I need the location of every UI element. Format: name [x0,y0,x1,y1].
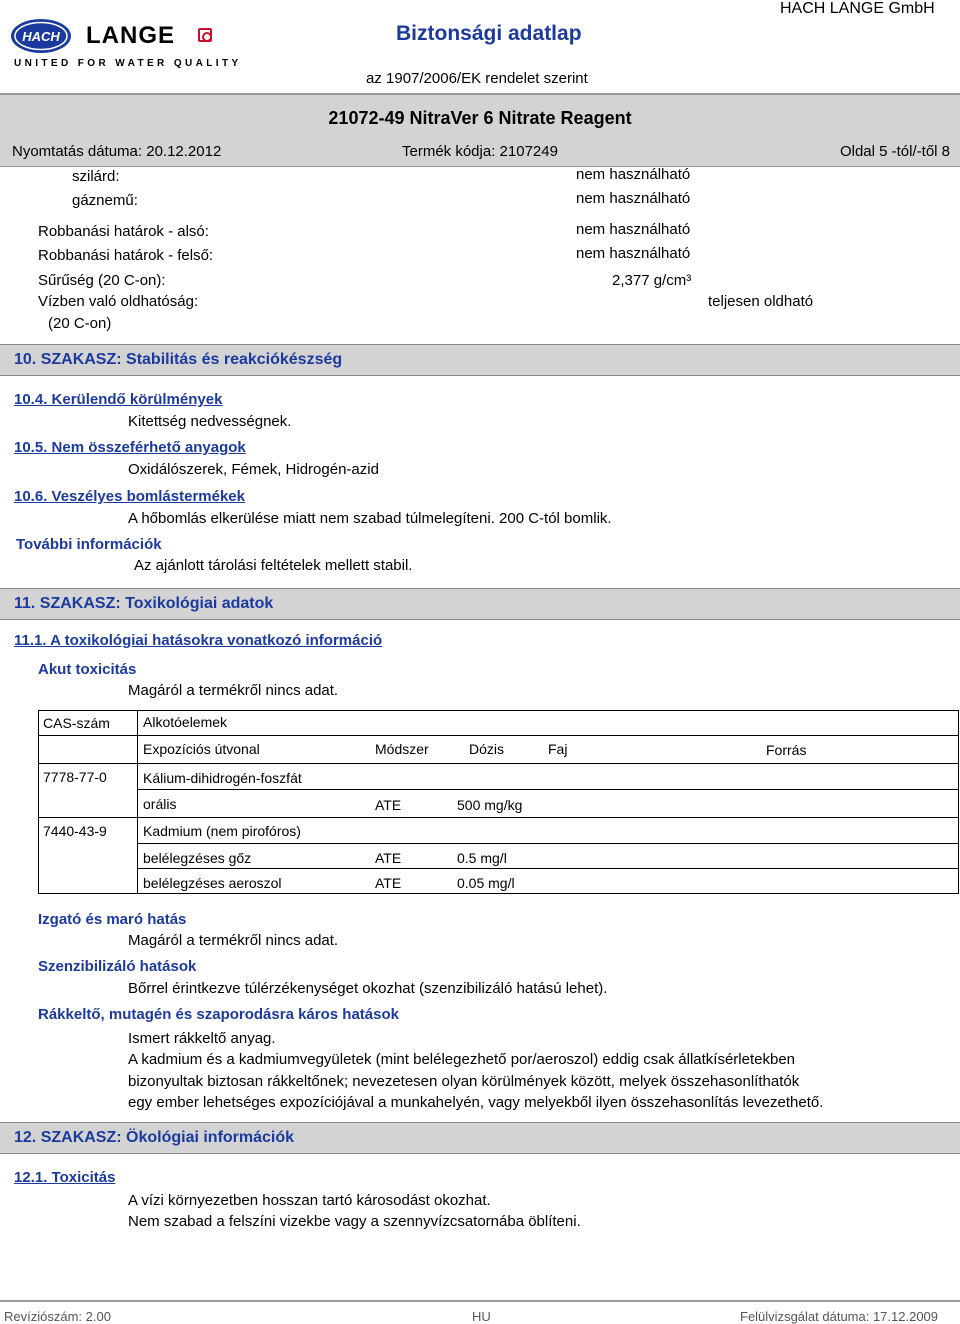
table-cell-cas: 7440-43-9 [43,823,107,839]
subsection-10-6-title: 10.6. Veszélyes bomlástermékek [14,488,245,505]
property-value: 2,377 g/cm³ [612,272,692,289]
table-header-method: Módszer [375,741,429,757]
property-label: Sűrűség (20 C-on): [38,272,166,289]
table-divider [137,868,958,869]
table-divider [39,817,958,818]
property-value: nem használható [576,245,691,262]
product-code: Termék kódja: 2107249 [402,143,558,160]
irritant-title: Izgató és maró hatás [38,911,187,928]
document-title: Biztonsági adatlap [396,22,582,45]
table-divider [39,763,958,764]
subsection-10-4-title: 10.4. Kerülendő körülmények [14,391,223,408]
cmr-text: Ismert rákkeltő anyag. [128,1030,276,1047]
review-date: Felülvizsgálat dátuma: 17.12.2009 [740,1309,939,1324]
table-cell-dose: 0.05 mg/l [457,875,515,891]
table-divider [39,735,958,736]
hach-logo-icon [10,18,72,54]
acute-toxicity-title: Akut toxicitás [38,661,137,678]
subsection-10-5-text: Oxidálószerek, Fémek, Hidrogén-azid [128,461,379,478]
table-header-dose: Dózis [469,741,505,757]
subsection-10-6-text: A hőbomlás elkerülése miatt nem szabad túlmelegíteni. 200 C-tól bomlik. [128,510,612,527]
table-cell-method: ATE [375,797,402,813]
table-header-source: Forrás [766,742,807,758]
toxicity-table [38,710,959,894]
toxicity-text: A vízi környezetben hosszan tartó károsodást okozhat. [128,1192,491,1209]
property-label: (20 C-on) [48,315,112,332]
table-header-components: Alkotóelemek [143,714,228,730]
table-cell-route: orális [143,796,177,812]
table-divider [137,789,958,790]
brand-tagline: UNITED FOR WATER QUALITY [14,58,242,69]
language-code: HU [472,1309,491,1324]
table-header-cas: CAS-szám [43,715,110,731]
more-info-title: További információk [16,536,162,553]
property-value: nem használható [576,221,691,238]
toxicity-text: Nem szabad a felszíni vizekbe vagy a szennyvízcsatornába öblíteni. [128,1213,581,1230]
cmr-title: Rákkeltő, mutagén és szaporodásra káros hatások [38,1006,399,1023]
revision-number: Revíziószám: 2.00 [4,1309,111,1324]
table-cell-route: belélegzéses aeroszol [143,875,282,891]
subsection-10-4-text: Kitettség nedvességnek. [128,413,292,430]
property-label: Vízben való oldhatóság: [38,293,199,310]
footer-divider [0,1300,960,1302]
more-info-text: Az ajánlott tárolási feltételek mellett stabil. [134,557,413,574]
table-cell-route: belélegzéses gőz [143,850,252,866]
table-cell-component: Kálium-dihidrogén-foszfát [143,770,302,786]
page-number: Oldal 5 -tól/-től 8 [839,143,950,160]
company-name: HACH LANGE GmbH [780,0,935,17]
subsection-10-5-title: 10.5. Nem összeférhető anyagok [14,439,246,456]
property-value: nem használható [576,166,691,183]
print-date: Nyomtatás dátuma: 20.12.2012 [12,143,222,160]
lange-mark-icon [198,28,212,42]
section-12-title: 12. SZAKASZ: Ökológiai információk [14,1129,295,1146]
section-10-title: 10. SZAKASZ: Stabilitás és reakciókészség [14,351,343,368]
cmr-text: egy ember lehetséges expozíciójával a munkahelyén, vagy melyekből ilyen összehasonlítás levezethető. [128,1094,824,1111]
table-header-route: Expozíciós útvonal [143,741,260,757]
table-cell-component: Kadmium (nem pirofóros) [143,823,301,839]
product-name: 21072-49 NitraVer 6 Nitrate Reagent [328,108,632,128]
cmr-text: bizonyultak biztosan rákkeltőnek; nevezetesen olyan körülmények között, melyek összehasonlíthatók [128,1073,800,1090]
table-divider [137,843,958,844]
sensitization-text: Bőrrel érintkezve túlérzékenységet okozhat (szenzibilizáló hatású lehet). [128,980,608,997]
subsection-11-1-title: 11.1. A toxikológiai hatásokra vonatkozó információ [14,632,383,649]
table-header-species: Faj [548,741,568,757]
subsection-12-1-title: 12.1. Toxicitás [14,1169,116,1186]
table-cell-method: ATE [375,875,402,891]
property-label: gáznemű: [72,192,138,209]
hach-logo-text: HACH [22,29,60,44]
table-cell-method: ATE [375,850,402,866]
property-label: szilárd: [72,168,120,185]
property-label: Robbanási határok - felső: [38,247,214,264]
table-cell-dose: 0.5 mg/l [457,850,507,866]
acute-toxicity-text: Magáról a termékről nincs adat. [128,682,339,699]
table-cell-dose: 500 mg/kg [457,797,523,813]
table-cell-cas: 7778-77-0 [43,769,107,785]
cmr-text: A kadmium és a kadmiumvegyületek (mint belélegezhető por/aeroszol) eddig csak állatkísérletekben [128,1051,796,1068]
property-value: nem használható [576,190,691,207]
property-value: teljesen oldható [708,293,814,310]
section-11-title: 11. SZAKASZ: Toxikológiai adatok [14,595,274,612]
regulation-text: az 1907/2006/EK rendelet szerint [366,70,588,87]
property-label: Robbanási határok - alsó: [38,223,209,240]
irritant-text: Magáról a termékről nincs adat. [128,932,339,949]
lange-logo-text: LANGE [86,22,175,49]
sensitization-title: Szenzibilizáló hatások [38,958,197,975]
